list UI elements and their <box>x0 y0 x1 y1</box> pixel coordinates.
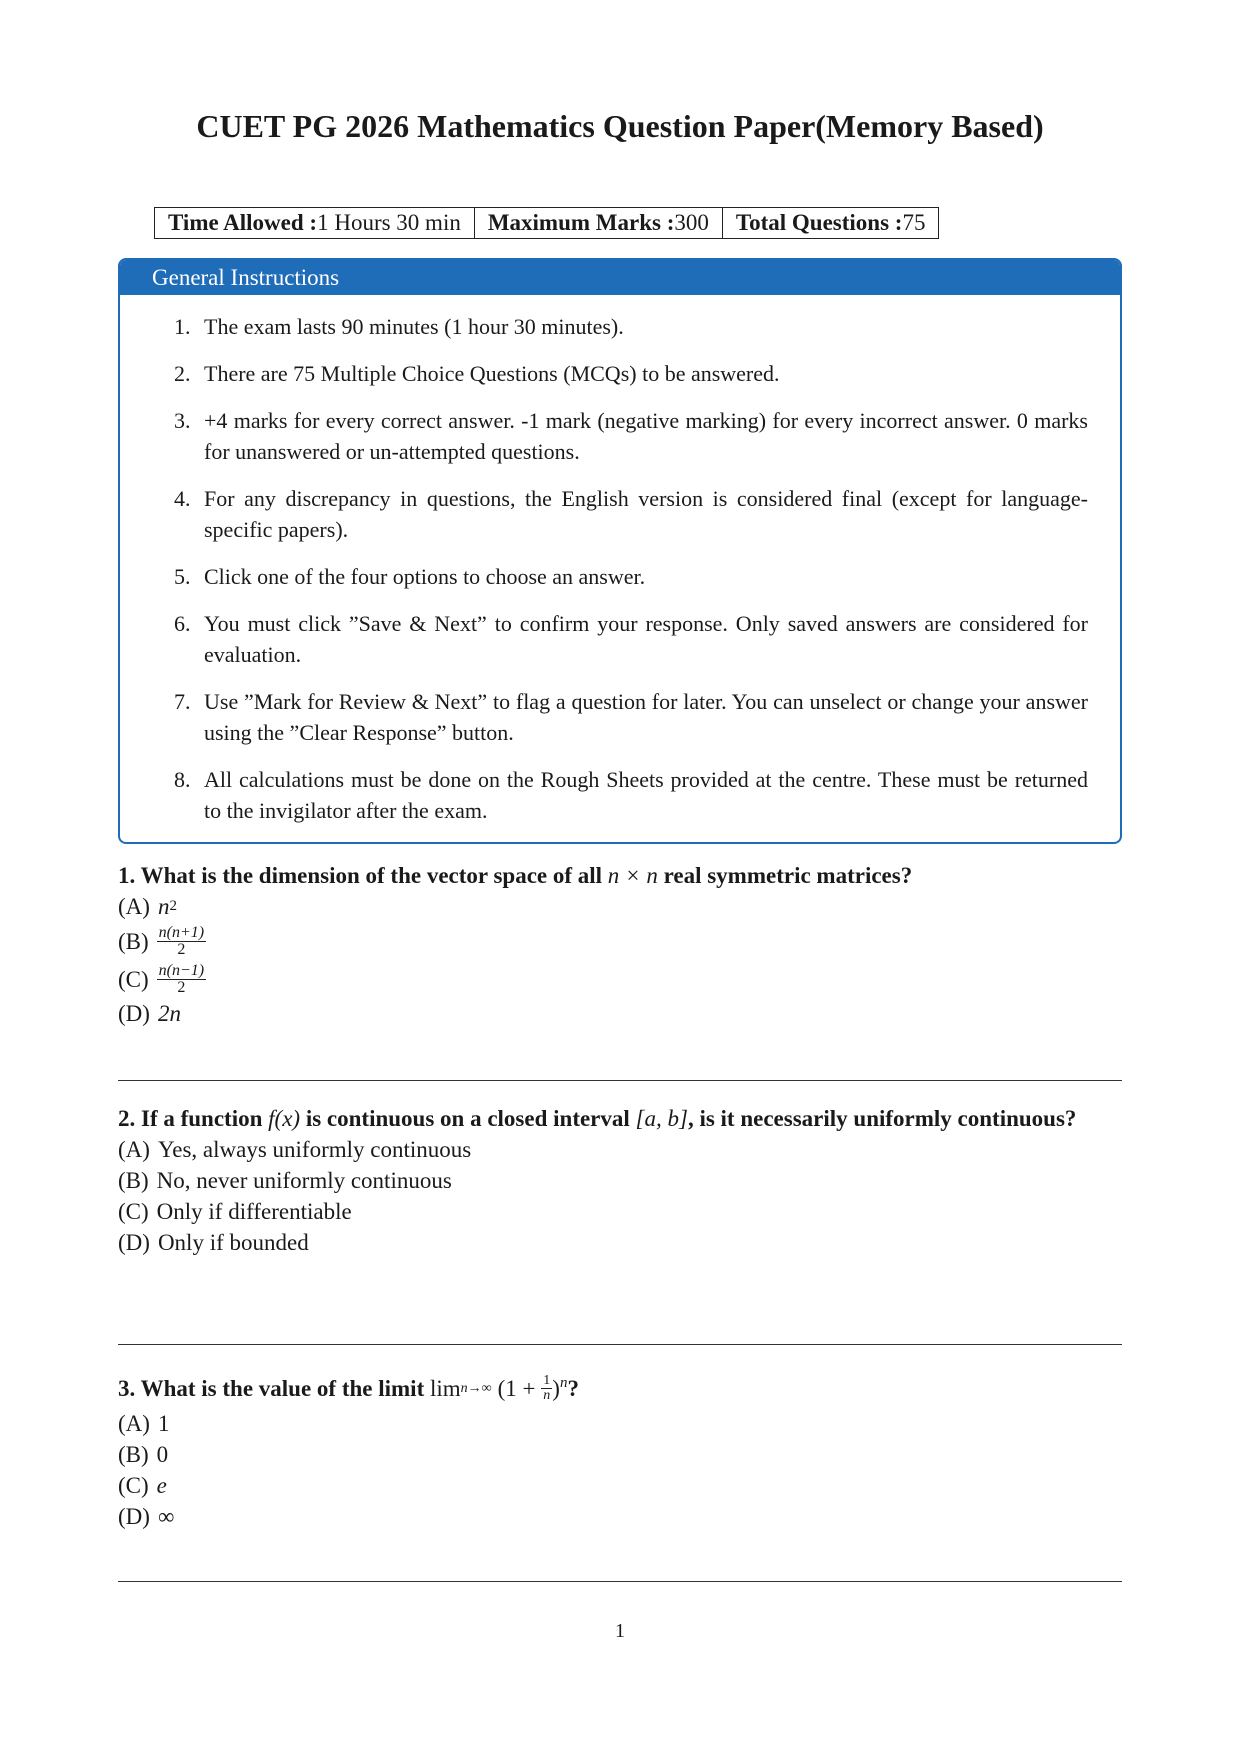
question-1 <box>118 860 1122 1029</box>
instruction-item <box>174 358 1088 389</box>
total-questions-cell <box>722 208 939 238</box>
instruction-item <box>174 686 1088 748</box>
fraction-numerator: 1 <box>543 1372 551 1388</box>
option-b[interactable] <box>118 922 1122 960</box>
time-value: 1 Hours 30 min <box>317 210 461 235</box>
question-1-stem <box>118 860 1122 891</box>
limit-expression-open: (1 + <box>497 1375 542 1401</box>
divider <box>118 1344 1122 1345</box>
time-label: Time Allowed : <box>168 210 318 235</box>
marks-value: 300 <box>674 210 709 235</box>
page-number: 1 <box>615 1620 625 1642</box>
instruction-num: 2. <box>174 361 191 386</box>
instruction-item <box>174 764 1088 826</box>
instruction-text: +4 marks for every correct answer. -1 mark (negative marking) for every incorrect answer. 0 marks for unanswered or un-attempted questions. <box>204 408 1088 464</box>
instructions-heading: General Instructions <box>120 260 1120 295</box>
limit-fraction <box>541 1374 552 1403</box>
option-c[interactable] <box>118 1196 1122 1227</box>
option-text: 1 <box>157 1411 170 1436</box>
question-2-stem-text-mid: is continuous on a closed interval <box>300 1106 636 1131</box>
question-1-stem-text-end: real symmetric matrices? <box>657 863 913 888</box>
instructions-box <box>118 258 1122 844</box>
option-d[interactable] <box>118 1501 1122 1532</box>
option-math-exponent: 2 <box>169 898 177 914</box>
option-label: (D) <box>118 1001 150 1026</box>
instruction-text: The exam lasts 90 minutes (1 hour 30 minutes). <box>204 314 624 339</box>
question-2-stem-interval: [a, b] <box>635 1106 688 1131</box>
limit-expression-close: ) <box>552 1375 560 1401</box>
option-fraction <box>157 925 206 958</box>
instruction-num: 3. <box>174 408 191 433</box>
instruction-num: 8. <box>174 767 191 792</box>
instruction-num: 4. <box>174 486 191 511</box>
instructions-list <box>120 295 1120 826</box>
questions-label: Total Questions : <box>735 210 903 235</box>
option-b[interactable] <box>118 1165 1122 1196</box>
instruction-text: For any discrepancy in questions, the English version is considered final (except for language-specific papers). <box>204 486 1088 542</box>
option-text: 0 <box>156 1442 169 1467</box>
option-label: (B) <box>118 1168 149 1193</box>
fraction-denominator: n <box>543 1387 551 1403</box>
option-text: Yes, always uniformly continuous <box>157 1137 472 1162</box>
question-2-stem-text: 2. If a function <box>118 1106 269 1131</box>
option-label: (A) <box>118 1411 150 1436</box>
instruction-num: 6. <box>174 611 191 636</box>
limit-exponent: n <box>559 1375 568 1391</box>
limit-subscript: n→∞ <box>460 1380 492 1396</box>
option-d[interactable] <box>118 1227 1122 1258</box>
page-title: CUET PG 2026 Mathematics Question Paper(Memory Based) <box>196 108 1044 144</box>
limit-operator: lim <box>429 1375 461 1401</box>
instruction-item <box>174 311 1088 342</box>
option-label: (D) <box>118 1504 150 1529</box>
option-text: e <box>156 1473 167 1498</box>
max-marks-cell <box>474 208 722 238</box>
option-label: (B) <box>118 928 149 954</box>
fraction-numerator: n(n+1) <box>158 923 205 941</box>
exam-info-table <box>154 207 939 239</box>
option-text: No, never uniformly continuous <box>156 1168 452 1193</box>
instruction-item <box>174 608 1088 670</box>
option-label: (C) <box>118 1199 149 1224</box>
option-d[interactable] <box>118 998 1122 1029</box>
option-text: 2n <box>157 1001 181 1026</box>
option-text: Only if bounded <box>157 1230 309 1255</box>
questions-value: 75 <box>902 210 926 235</box>
instruction-text: There are 75 Multiple Choice Questions (MCQs) to be answered. <box>204 361 780 386</box>
option-text: Only if differentiable <box>156 1199 352 1224</box>
question-2-stem-text-end: , is it necessarily uniformly continuous? <box>687 1106 1077 1131</box>
question-1-stem-text: 1. What is the dimension of the vector space of all <box>118 863 608 888</box>
option-b[interactable] <box>118 1439 1122 1470</box>
question-3-stem-end: ? <box>567 1375 579 1401</box>
instruction-text: Click one of the four options to choose an answer. <box>204 564 646 589</box>
divider <box>118 1080 1122 1081</box>
instruction-text: Use ”Mark for Review & Next” to flag a question for later. You can unselect or change your answer using the ”Clear Response” button. <box>204 689 1088 745</box>
option-label: (A) <box>118 1137 150 1162</box>
option-c[interactable] <box>118 1470 1122 1501</box>
option-a[interactable] <box>118 1408 1122 1439</box>
option-fraction <box>157 963 206 996</box>
fraction-denominator: 2 <box>177 978 186 996</box>
question-3-stem-text: 3. What is the value of the limit <box>118 1375 430 1401</box>
question-2-stem <box>118 1103 1122 1134</box>
question-3 <box>118 1368 1122 1532</box>
instruction-text: You must click ”Save & Next” to confirm your response. Only saved answers are considered for evaluation. <box>204 611 1088 667</box>
option-math-base: n <box>157 894 170 919</box>
time-allowed-cell <box>155 208 474 238</box>
question-2 <box>118 1103 1122 1258</box>
marks-label: Maximum Marks : <box>487 210 675 235</box>
instruction-num: 1. <box>174 314 191 339</box>
instruction-item <box>174 483 1088 545</box>
instruction-item <box>174 405 1088 467</box>
option-label: (C) <box>118 1473 149 1498</box>
instruction-text: All calculations must be done on the Rough Sheets provided at the centre. These must be returned to the invigilator after the exam. <box>204 767 1088 823</box>
question-3-stem <box>118 1368 1122 1408</box>
option-a[interactable] <box>118 1134 1122 1165</box>
option-label: (A) <box>118 894 150 919</box>
fraction-denominator: 2 <box>177 940 186 958</box>
option-label: (C) <box>118 966 149 992</box>
fraction-numerator: n(n−1) <box>158 961 205 979</box>
option-label: (B) <box>118 1442 149 1467</box>
question-1-stem-math: n × n <box>607 863 658 888</box>
option-c[interactable] <box>118 960 1122 998</box>
question-2-stem-math: f(x) <box>268 1106 301 1131</box>
instruction-item <box>174 561 1088 592</box>
option-a[interactable] <box>118 891 1122 922</box>
instruction-num: 5. <box>174 564 191 589</box>
divider <box>118 1581 1122 1582</box>
option-text: ∞ <box>157 1504 175 1529</box>
option-label: (D) <box>118 1230 150 1255</box>
instruction-num: 7. <box>174 689 191 714</box>
